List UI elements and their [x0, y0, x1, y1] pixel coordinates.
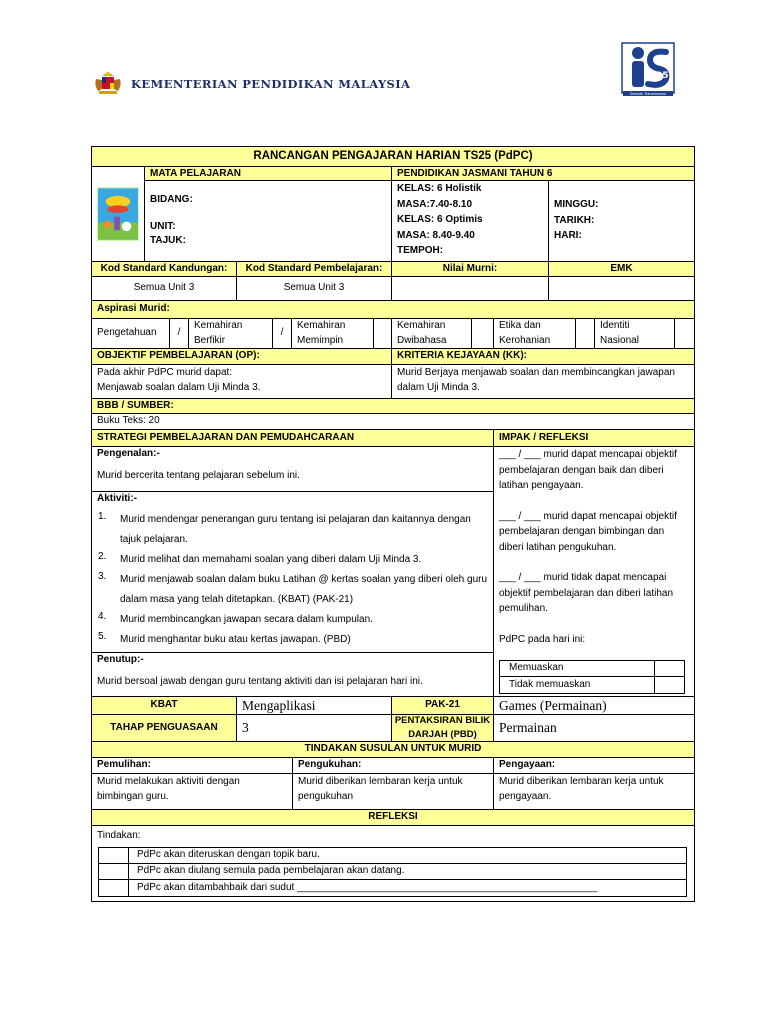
logo-caption: Sekolah Transformasi — [629, 92, 667, 96]
minggu-label: MINGGU: — [554, 199, 599, 210]
penutup-label: Penutup:- — [97, 654, 144, 665]
aktiviti-item: 5. Murid menghantar buku atau kertas jawapan. (PBD) — [98, 630, 351, 645]
tindakan-option-text: PdPc akan ditambahbaik dari sudut ______________________________________________________ — [137, 881, 598, 893]
pdpc-option-label: Memuaskan — [509, 662, 564, 674]
impak-paragraph-2: ___ / ___ murid dapat mencapai objektif pembelajaran dengan bimbingan dan diberi latihan pengukuhan. — [499, 510, 677, 553]
tarikh-label: TARIKH: — [554, 214, 595, 226]
bidang-label: BIDANG: — [150, 194, 193, 205]
kod-standard-pembelajaran-header: Kod Standard Pembelajaran: — [237, 262, 392, 276]
kelas-1: KELAS: 6 Holistik — [397, 183, 482, 194]
pak21-label: PAK-21 — [392, 697, 494, 714]
pengenalan-text: Murid bercerita tentang pelajaran sebelum ini. — [97, 469, 300, 481]
aktiviti-label: Aktiviti:- — [97, 493, 137, 504]
pdpc-label: PdPC pada hari ini: — [499, 633, 586, 645]
book-cover-cell — [92, 167, 145, 261]
aspirasi-identiti-nasional-mark[interactable] — [675, 319, 694, 348]
aktiviti-list — [97, 510, 488, 650]
nilai-murni-value — [392, 277, 549, 300]
aktiviti-item: 1. Murid mendengar penerangan guru tentang isi pelajaran dan kaitannya dengan tajuk pelajaran. — [98, 510, 471, 545]
strategi-label: STRATEGI PEMBELAJARAN DAN PEMUDAHCARAAN — [92, 430, 494, 446]
title-row — [92, 147, 694, 167]
unit-label: UNIT: — [150, 221, 176, 232]
susulan-subheader-row — [92, 758, 694, 774]
kriteria-label: KRITERIA KEJAYAAN (KK): — [397, 350, 528, 362]
objektif-line-2: Menjawab soalan dalam Uji Minda 3. — [97, 381, 261, 393]
aspirasi-etika-kerohanian: Etika dan Kerohanian — [494, 319, 576, 348]
bbb-value-row — [92, 414, 694, 430]
pbd-label: PENTAKSIRAN BILIK DARJAH (PBD) — [392, 715, 494, 741]
pengenalan-label: Pengenalan:- — [97, 448, 160, 459]
penutup-section — [92, 653, 493, 696]
tindakan-checkbox[interactable] — [99, 880, 129, 896]
bbb-value: Buku Teks: 20 — [97, 415, 160, 427]
strategi-header-row — [92, 430, 694, 447]
page-header — [0, 0, 768, 140]
refleksi-header-row — [92, 810, 694, 826]
aspirasi-pengetahuan: Pengetahuan — [92, 319, 170, 348]
bbb-label: BBB / SUMBER: — [97, 399, 174, 411]
pbd-value: Permainan — [499, 720, 557, 736]
date-fields — [554, 198, 598, 245]
pengenalan-section — [92, 447, 493, 492]
objektif-content — [92, 365, 392, 398]
masa-1: MASA:7.40-8.10 — [397, 198, 473, 210]
tindakan-option-row[interactable] — [99, 864, 686, 880]
pdpc-option-row[interactable] — [500, 661, 684, 677]
tindakan-checkbox[interactable] — [99, 848, 129, 863]
aspirasi-kemahiran-dwibahasa: Kemahiran Dwibahasa — [392, 319, 472, 348]
impak-paragraph-1: ___ / ___ murid dapat mencapai objektif pembelajaran dengan baik dan diberi latihan pengayaan. — [499, 449, 677, 491]
kbat-label: KBAT — [92, 697, 237, 714]
standards-values-row — [92, 277, 694, 301]
aktiviti-item: 2. Murid melihat dan memahami soalan yang diberi dalam Uji Minda 3. — [98, 550, 422, 565]
masa-2: MASA: 8.40-9.40 — [397, 229, 475, 241]
aspirasi-kemahiran-memimpin-mark[interactable] — [374, 319, 392, 348]
info-block — [92, 167, 694, 262]
class-time-cell — [392, 181, 549, 261]
pdpc-option-label: Tidak memuaskan — [509, 678, 591, 690]
tindakan-table — [98, 847, 687, 897]
tindakan-option-text: PdPc akan diteruskan dengan topik baru. — [137, 849, 320, 861]
susulan-label: TINDAKAN SUSULAN UNTUK MURID — [304, 743, 482, 755]
refleksi-body — [92, 826, 694, 901]
kod-standard-kandungan-header: Kod Standard Kandungan: — [92, 262, 237, 276]
objektif-label: OBJEKTIF PEMBELAJARAN (OP): — [92, 349, 392, 364]
impak-label: IMPAK / REFLEKSI — [499, 431, 589, 443]
bbb-header-row — [92, 399, 694, 414]
pdpc-option-checkbox[interactable] — [654, 677, 684, 693]
emk-header: EMK — [610, 262, 633, 274]
pemulihan-value: Murid melakukan aktiviti dengan bimbingan guru. — [92, 774, 293, 809]
aktiviti-section — [92, 492, 493, 653]
tindakan-option-text: PdPc akan diulang semula pada pembelajaran akan datang. — [137, 865, 405, 877]
tempoh: TEMPOH: — [397, 245, 444, 256]
tindakan-option-row[interactable] — [99, 848, 686, 864]
mata-pelajaran-value: PENDIDIKAN JASMANI TAHUN 6 — [392, 167, 694, 181]
objektif-content-row — [92, 365, 694, 399]
aktiviti-item: 3. Murid menjawab soalan dalam buku Latihan @ kertas soalan yang diberi oleh guru dalam masa yang telah ditetapkan. (KBAT) (PAK-21) — [98, 570, 488, 605]
ministry-title: KEMENTERIAN PENDIDIKAN MALAYSIA — [131, 77, 411, 91]
pdpc-option-row[interactable] — [500, 677, 684, 693]
aspirasi-kemahiran-berfikir-mark[interactable]: / — [273, 319, 292, 348]
kriteria-content: Murid Berjaya menjawab soalan dan membincangkan jawapan dalam Uji Minda 3. — [397, 367, 675, 393]
aktiviti-item: 4. Murid membincangkan jawapan secara dalam kumpulan. — [98, 610, 373, 625]
class-column — [392, 167, 694, 261]
mata-pelajaran-label: MATA PELAJARAN — [145, 167, 391, 181]
hari-label: HARI: — [554, 230, 582, 241]
kod-standard-pembelajaran-value: Semua Unit 3 — [237, 277, 392, 300]
tahap-penguasaan-label: TAHAP PENGUASAAN — [92, 715, 237, 741]
aspirasi-identiti-nasional: Identiti Nasional — [595, 319, 675, 348]
tahap-row — [92, 715, 694, 742]
pdpc-options-table — [499, 660, 685, 694]
aspirasi-row — [92, 319, 694, 349]
aspirasi-kemahiran-memimpin: Kemahiran Memimpin — [292, 319, 374, 348]
tindakan-option-row[interactable] — [99, 880, 686, 896]
pak21-value: Games (Permainan) — [499, 697, 607, 713]
strategi-body — [92, 447, 694, 697]
tindakan-label: Tindakan: — [97, 830, 141, 841]
nilai-murni-header: Nilai Murni: — [392, 262, 549, 276]
pdpc-option-checkbox[interactable] — [654, 661, 684, 676]
lesson-plan-table — [91, 146, 695, 902]
ts25-logo-icon — [621, 42, 675, 98]
kelas-2: KELAS: 6 Optimis — [397, 214, 483, 225]
susulan-values-row — [92, 774, 694, 810]
aspirasi-label: Aspirasi Murid: — [97, 303, 170, 315]
susulan-header-row — [92, 742, 694, 758]
pengukuhan-value: Murid diberikan lembaran kerja untuk pengukuhan — [293, 774, 494, 809]
kbat-value: Mengaplikasi — [237, 697, 392, 714]
pemulihan-label: Pemulihan: — [92, 758, 293, 773]
refleksi-label: REFLEKSI — [368, 811, 418, 823]
pengayaan-value: Murid diberikan lembaran kerja untuk pengayaan. — [499, 776, 664, 802]
page-title: RANCANGAN PENGAJARAN HARIAN TS25 (PdPC) — [253, 150, 533, 163]
tindakan-checkbox[interactable] — [99, 864, 129, 879]
tahap-penguasaan-value: 3 — [237, 715, 392, 741]
objektif-header-row — [92, 349, 694, 365]
impak-paragraph-3: ___ / ___ murid tidak dapat mencapai objektif pembelajaran dan diberi latihan pemulihan. — [499, 572, 674, 614]
aspirasi-etika-kerohanian-mark[interactable] — [576, 319, 595, 348]
impak-column — [494, 447, 694, 696]
kbat-row — [92, 697, 694, 715]
textbook-cover-icon — [97, 187, 139, 241]
malaysia-crest-icon — [93, 70, 123, 96]
pengukuhan-label: Pengukuhan: — [293, 758, 494, 773]
standards-header-row — [92, 262, 694, 277]
aspirasi-pengetahuan-mark[interactable]: / — [170, 319, 189, 348]
pengayaan-label: Pengayaan: — [499, 759, 556, 771]
aspirasi-header-row — [92, 301, 694, 319]
kod-standard-kandungan-value: Semua Unit 3 — [92, 277, 237, 300]
aspirasi-kemahiran-berfikir: Kemahiran Berfikir — [189, 319, 273, 348]
strategi-column — [92, 447, 494, 696]
emk-value — [549, 277, 694, 300]
tajuk-label: TAJUK: — [150, 235, 186, 246]
aspirasi-kemahiran-dwibahasa-mark[interactable] — [472, 319, 494, 348]
subject-column — [145, 167, 392, 261]
logo-number: 25 — [656, 71, 669, 81]
objektif-line-1: Pada akhir PdPC murid dapat: — [97, 367, 233, 378]
penutup-text: Murid bersoal jawab dengan guru tentang aktiviti dan isi pelajaran hari ini. — [97, 675, 423, 687]
